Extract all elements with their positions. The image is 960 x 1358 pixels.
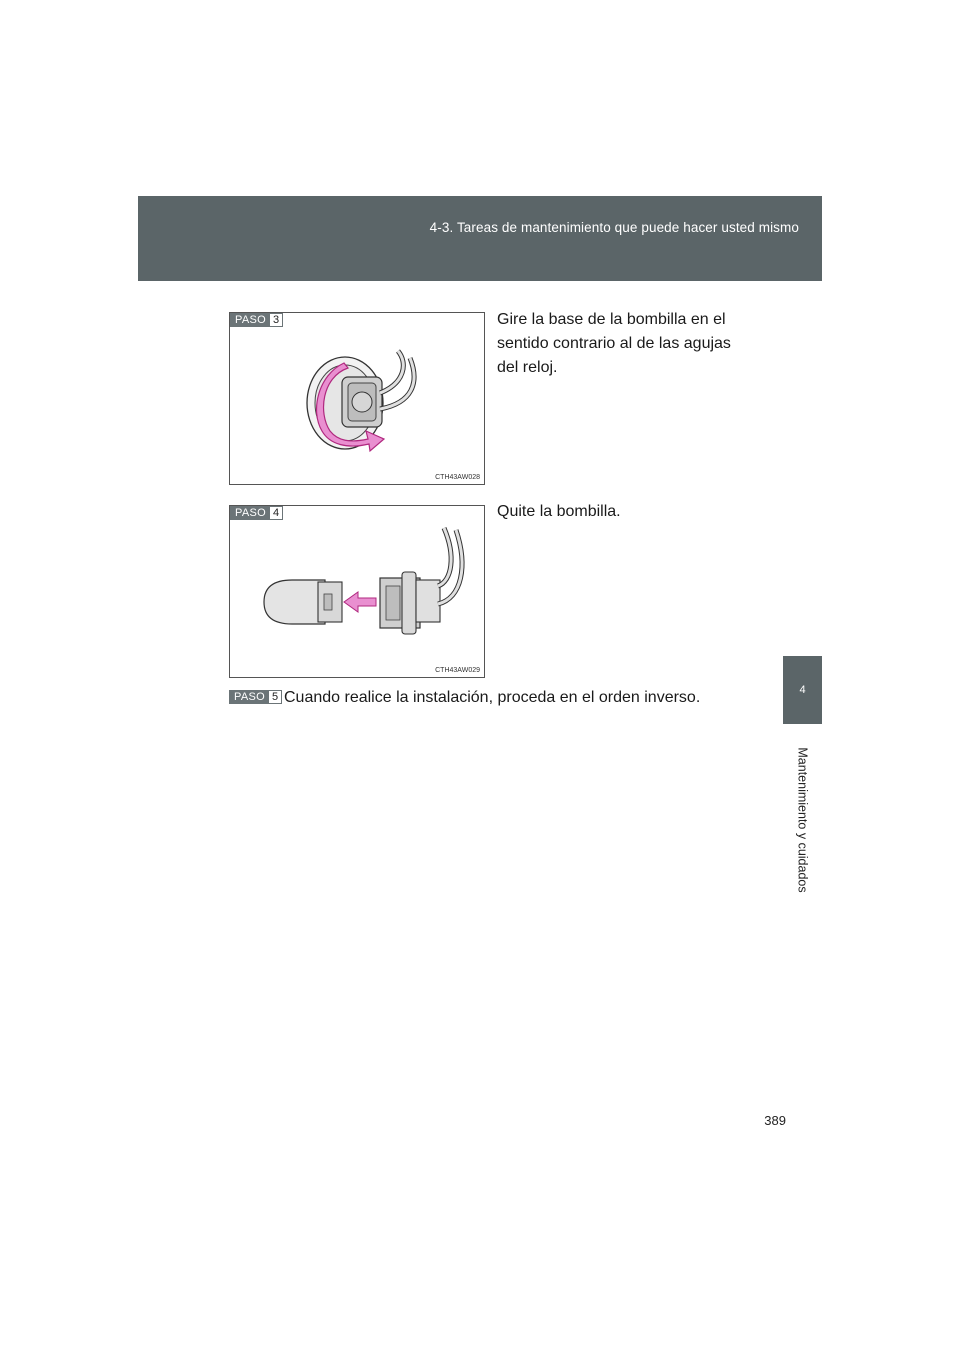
step-badge: [229, 690, 282, 704]
step-badge: [230, 506, 283, 520]
step-5-text: Cuando realice la instalación, proceda en el orden inverso.: [284, 689, 701, 706]
step-badge-number: 4: [270, 506, 283, 520]
step-badge-label: PASO: [229, 690, 269, 704]
step-badge-label: PASO: [230, 506, 270, 520]
step-badge: [230, 313, 283, 327]
chapter-tab-label-text: Mantenimiento y cuidados: [795, 746, 810, 893]
chapter-title: 4-3. Tareas de mantenimiento que puede hacer usted mismo: [429, 220, 799, 235]
chapter-header: [138, 196, 822, 281]
chapter-tab-number: 4: [783, 656, 822, 724]
step-badge-number: 5: [269, 690, 282, 704]
step-3-text: Gire la base de la bombilla en el sentido contrario al de las agujas del reloj.: [497, 311, 731, 376]
figure-step-4: [229, 505, 485, 678]
bulb-socket-rotate-illustration-icon: [230, 313, 485, 485]
chapter-tab-label: [765, 732, 840, 907]
step-4-text: Quite la bombilla.: [497, 503, 621, 520]
figure-code: CTH43AW028: [435, 474, 480, 481]
step-badge-number: 3: [270, 313, 283, 327]
step-badge-label: PASO: [230, 313, 270, 327]
figure-step-3: [229, 312, 485, 485]
bulb-removal-illustration-icon: [230, 506, 485, 678]
page-number: 389: [764, 1113, 786, 1128]
figure-code: CTH43AW029: [435, 667, 480, 674]
